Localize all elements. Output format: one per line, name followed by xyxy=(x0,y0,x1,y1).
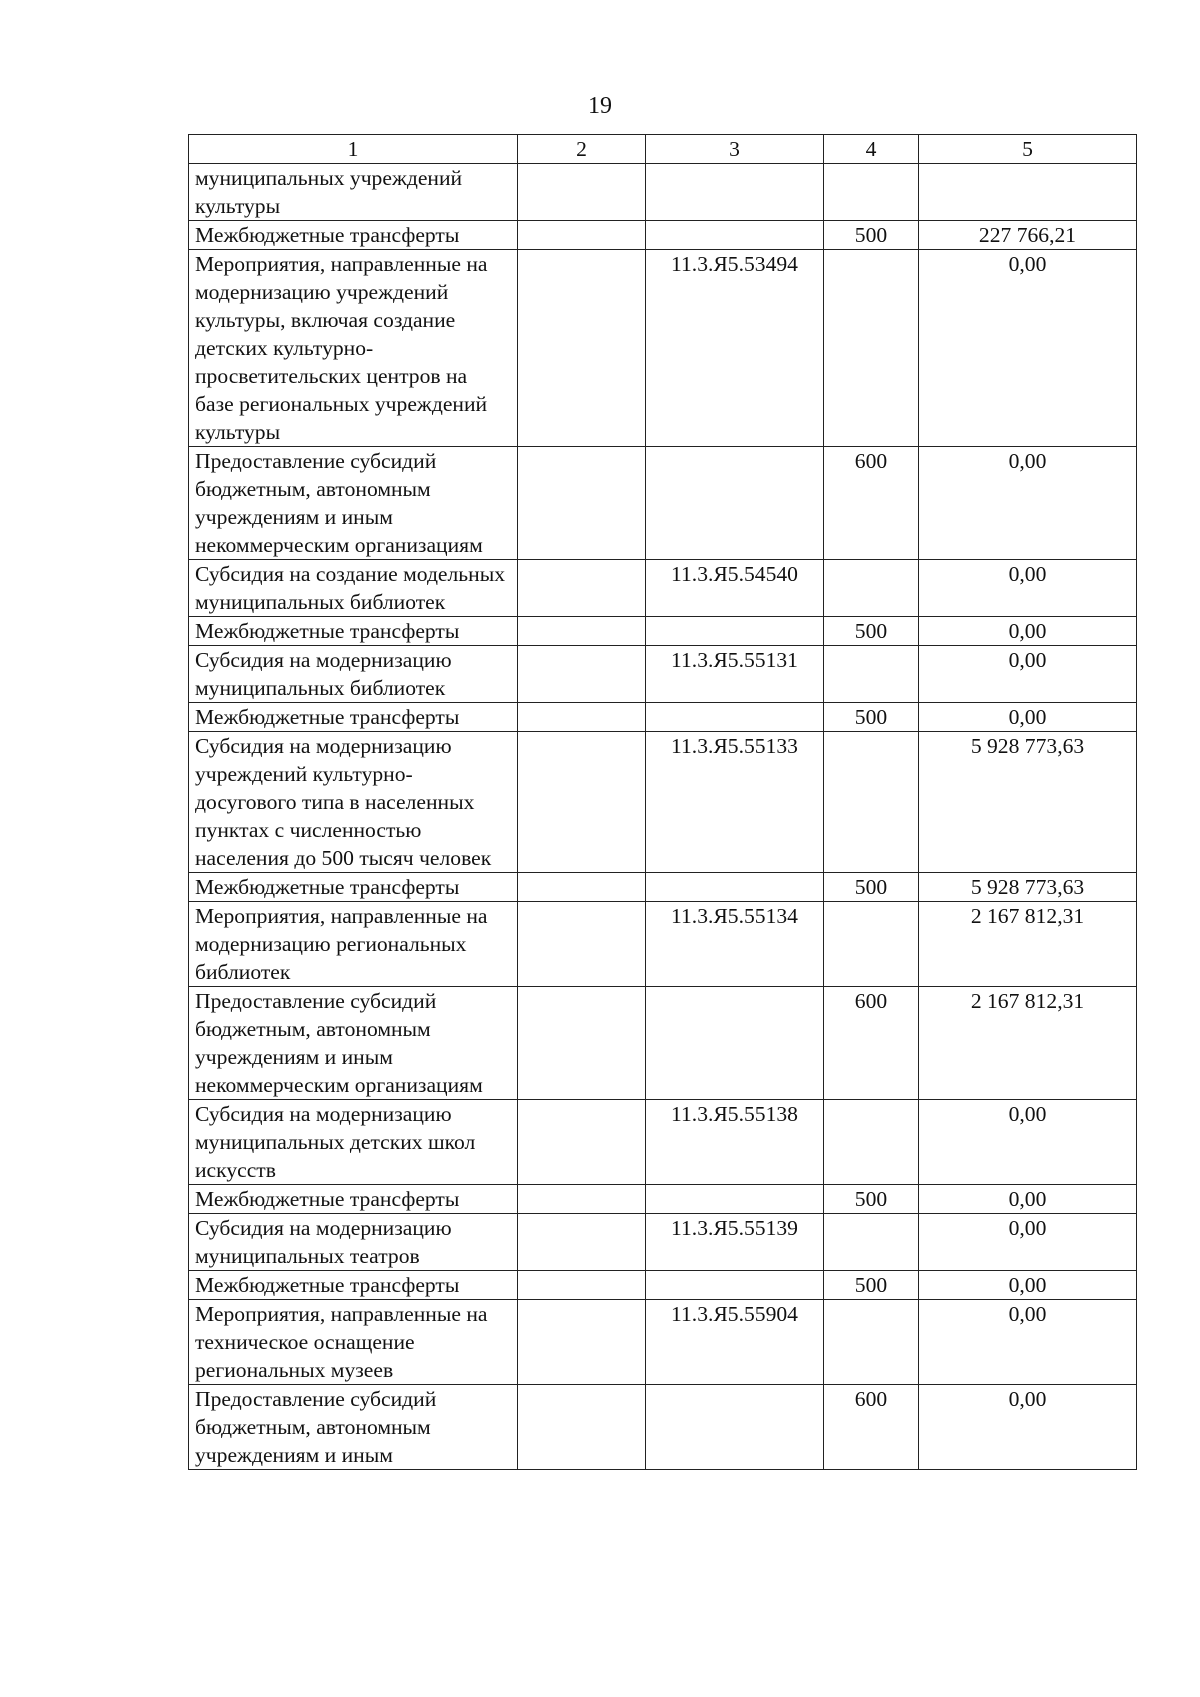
target-code-cell xyxy=(646,703,824,732)
page-number: 19 xyxy=(588,93,612,119)
target-code-cell xyxy=(646,1271,824,1300)
row-name-cell: Предоставление субсидий бюджетным, автономным учреждениям и иным xyxy=(189,1385,518,1470)
row-name-cell: Межбюджетные трансферты xyxy=(189,703,518,732)
target-code-cell xyxy=(646,221,824,250)
column-2-cell xyxy=(518,447,646,560)
row-name-cell: Мероприятия, направленные на модернизацию учреждений культуры, включая создание детских культурно-просветительских центров на базе региональных учреждений культуры xyxy=(189,250,518,447)
target-code-cell: 11.3.Я5.54540 xyxy=(646,560,824,617)
expense-type-cell xyxy=(824,902,919,987)
row-name-cell: Мероприятия, направленные на техническое оснащение региональных музеев xyxy=(189,1300,518,1385)
column-2-cell xyxy=(518,902,646,987)
amount-cell: 0,00 xyxy=(919,1300,1137,1385)
target-code-cell: 11.3.Я5.55131 xyxy=(646,646,824,703)
table-row xyxy=(189,560,1137,617)
row-name-cell: Субсидия на модернизацию муниципальных театров xyxy=(189,1214,518,1271)
amount-cell: 0,00 xyxy=(919,617,1137,646)
table-row xyxy=(189,902,1137,987)
expense-type-cell xyxy=(824,732,919,873)
amount-cell: 2 167 812,31 xyxy=(919,987,1137,1100)
row-name-cell: Субсидия на модернизацию муниципальных детских школ искусств xyxy=(189,1100,518,1185)
target-code-cell xyxy=(646,447,824,560)
table-row xyxy=(189,1185,1137,1214)
amount-cell: 0,00 xyxy=(919,1100,1137,1185)
expense-type-cell: 500 xyxy=(824,703,919,732)
table-row xyxy=(189,447,1137,560)
table-row xyxy=(189,617,1137,646)
amount-cell: 0,00 xyxy=(919,1271,1137,1300)
amount-cell: 0,00 xyxy=(919,250,1137,447)
expense-type-cell: 500 xyxy=(824,1185,919,1214)
row-name-cell: Предоставление субсидий бюджетным, автономным учреждениям и иным некоммерческим организациям xyxy=(189,447,518,560)
amount-cell: 227 766,21 xyxy=(919,221,1137,250)
amount-cell: 5 928 773,63 xyxy=(919,732,1137,873)
target-code-cell xyxy=(646,987,824,1100)
amount-cell: 5 928 773,63 xyxy=(919,873,1137,902)
column-2-cell xyxy=(518,1300,646,1385)
column-2-cell xyxy=(518,1100,646,1185)
column-header: 4 xyxy=(824,135,919,164)
amount-cell: 0,00 xyxy=(919,447,1137,560)
amount-cell: 0,00 xyxy=(919,1185,1137,1214)
column-2-cell xyxy=(518,1271,646,1300)
expense-type-cell xyxy=(824,1214,919,1271)
target-code-cell xyxy=(646,873,824,902)
table-row xyxy=(189,1271,1137,1300)
expense-type-cell xyxy=(824,250,919,447)
column-2-cell xyxy=(518,732,646,873)
expense-type-cell xyxy=(824,560,919,617)
column-2-cell xyxy=(518,164,646,221)
target-code-cell: 11.3.Я5.55904 xyxy=(646,1300,824,1385)
amount-cell: 0,00 xyxy=(919,703,1137,732)
expense-type-cell xyxy=(824,646,919,703)
amount-cell: 0,00 xyxy=(919,646,1137,703)
column-2-cell xyxy=(518,1214,646,1271)
amount-cell: 0,00 xyxy=(919,1385,1137,1470)
expense-type-cell: 500 xyxy=(824,1271,919,1300)
column-2-cell xyxy=(518,1185,646,1214)
expense-type-cell: 600 xyxy=(824,1385,919,1470)
amount-cell xyxy=(919,164,1137,221)
table-row xyxy=(189,1100,1137,1185)
table-row xyxy=(189,987,1137,1100)
row-name-cell: муниципальных учреждений культуры xyxy=(189,164,518,221)
expense-type-cell: 500 xyxy=(824,221,919,250)
column-2-cell xyxy=(518,560,646,617)
column-2-cell xyxy=(518,221,646,250)
column-2-cell xyxy=(518,250,646,447)
column-header: 1 xyxy=(189,135,518,164)
expense-type-cell xyxy=(824,1100,919,1185)
row-name-cell: Мероприятия, направленные на модернизацию региональных библиотек xyxy=(189,902,518,987)
table-row xyxy=(189,1214,1137,1271)
budget-table xyxy=(188,134,1137,1470)
column-2-cell xyxy=(518,703,646,732)
row-name-cell: Межбюджетные трансферты xyxy=(189,1185,518,1214)
table-row xyxy=(189,250,1137,447)
target-code-cell: 11.3.Я5.55138 xyxy=(646,1100,824,1185)
amount-cell: 0,00 xyxy=(919,1214,1137,1271)
table-row xyxy=(189,732,1137,873)
row-name-cell: Межбюджетные трансферты xyxy=(189,873,518,902)
target-code-cell: 11.3.Я5.55134 xyxy=(646,902,824,987)
amount-cell: 0,00 xyxy=(919,560,1137,617)
expense-type-cell: 500 xyxy=(824,617,919,646)
table-body xyxy=(189,164,1137,1470)
expense-type-cell xyxy=(824,1300,919,1385)
row-name-cell: Предоставление субсидий бюджетным, автономным учреждениям и иным некоммерческим организациям xyxy=(189,987,518,1100)
target-code-cell xyxy=(646,617,824,646)
table-row xyxy=(189,164,1137,221)
column-2-cell xyxy=(518,873,646,902)
target-code-cell: 11.3.Я5.55139 xyxy=(646,1214,824,1271)
table-row xyxy=(189,1385,1137,1470)
row-name-cell: Субсидия на модернизацию учреждений культурно-досугового типа в населенных пунктах с численностью населения до 500 тысяч человек xyxy=(189,732,518,873)
row-name-cell: Субсидия на модернизацию муниципальных библиотек xyxy=(189,646,518,703)
column-2-cell xyxy=(518,987,646,1100)
target-code-cell: 11.3.Я5.53494 xyxy=(646,250,824,447)
column-2-cell xyxy=(518,1385,646,1470)
expense-type-cell xyxy=(824,164,919,221)
column-2-cell xyxy=(518,617,646,646)
column-header: 2 xyxy=(518,135,646,164)
target-code-cell: 11.3.Я5.55133 xyxy=(646,732,824,873)
column-2-cell xyxy=(518,646,646,703)
expense-type-cell: 600 xyxy=(824,447,919,560)
table-header xyxy=(189,135,1137,164)
target-code-cell xyxy=(646,1385,824,1470)
table-row xyxy=(189,646,1137,703)
row-name-cell: Субсидия на создание модельных муниципальных библиотек xyxy=(189,560,518,617)
expense-type-cell: 500 xyxy=(824,873,919,902)
table-row xyxy=(189,221,1137,250)
table-row xyxy=(189,703,1137,732)
amount-cell: 2 167 812,31 xyxy=(919,902,1137,987)
header-row xyxy=(189,135,1137,164)
column-header: 5 xyxy=(919,135,1137,164)
row-name-cell: Межбюджетные трансферты xyxy=(189,1271,518,1300)
row-name-cell: Межбюджетные трансферты xyxy=(189,221,518,250)
table-row xyxy=(189,873,1137,902)
table-row xyxy=(189,1300,1137,1385)
column-header: 3 xyxy=(646,135,824,164)
target-code-cell xyxy=(646,164,824,221)
expense-type-cell: 600 xyxy=(824,987,919,1100)
row-name-cell: Межбюджетные трансферты xyxy=(189,617,518,646)
target-code-cell xyxy=(646,1185,824,1214)
